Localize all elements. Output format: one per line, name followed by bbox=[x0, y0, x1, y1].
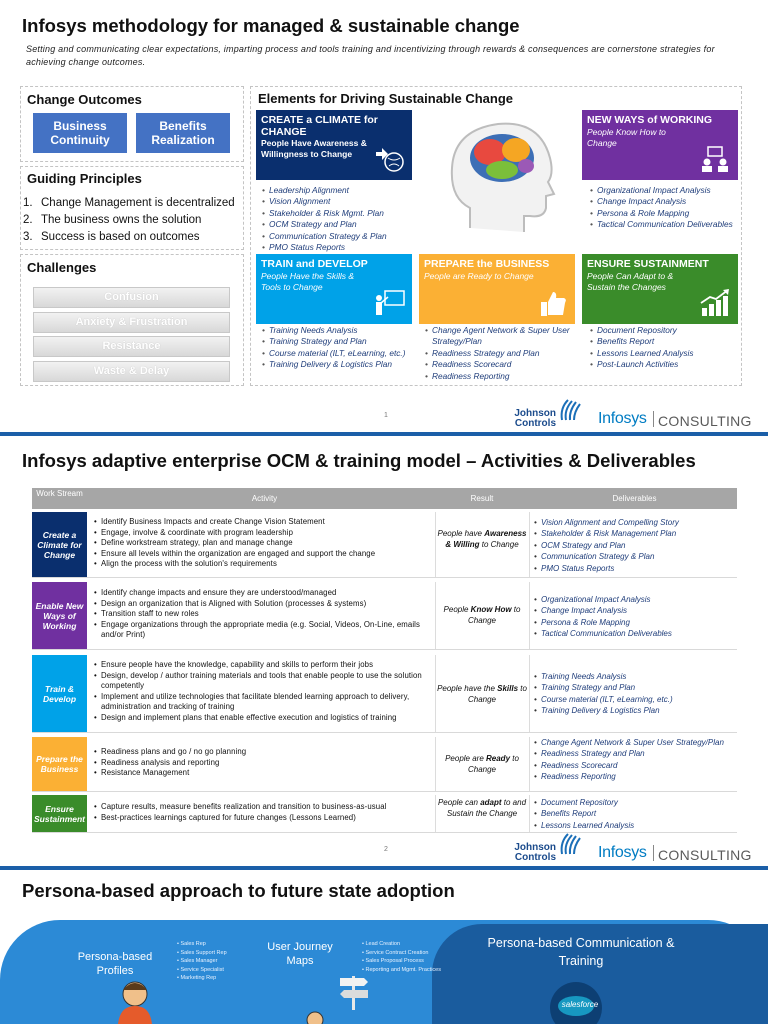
jc-logo-text: Johnson Controls bbox=[514, 842, 556, 863]
header-stream: Work Stream bbox=[36, 489, 83, 498]
deliverables-cell: • Organizational Impact Analysis • Change Impact Analysis • Persona & Role Mapping • Tactical Communication Deliverables bbox=[532, 594, 737, 640]
result-cell: People are Ready to Change bbox=[445, 754, 519, 774]
principle-item: 2. The business owns the solution bbox=[23, 214, 202, 226]
elements-title: Elements for Driving Sustainable Change bbox=[258, 91, 513, 106]
climate-box bbox=[256, 110, 412, 180]
principle-item: 3. Success is based on outcomes bbox=[23, 231, 200, 243]
sustain-bullets: • Document Repository • Benefits Report • Lessons Learned Analysis • Post-Launch Activities bbox=[588, 325, 743, 371]
header-activity: Activity bbox=[251, 494, 278, 503]
guiding-principles-title: Guiding Principles bbox=[27, 171, 142, 186]
stream-cell: Ensure Sustainment bbox=[32, 795, 87, 832]
change-outcomes-title: Change Outcomes bbox=[27, 92, 142, 107]
guiding-principles-list bbox=[23, 195, 235, 246]
climate-sub: People Have Awareness & Willingness to Change bbox=[261, 138, 367, 159]
train-sub: People Have the Skills & Tools to Change bbox=[261, 271, 355, 292]
slide2-title: Infosys adaptive enterprise OCM & training model – Activities & Deliverables bbox=[22, 450, 696, 471]
globe-icon bbox=[372, 144, 406, 174]
slide1-subtitle: Setting and communicating clear expectations, imparting process and tools training and incentivizing through rewards & consequences are cornerstone strategies for achieving change outcomes. bbox=[26, 44, 715, 67]
stream-cell: Train & Develop bbox=[32, 655, 87, 732]
principle-item: 1. Change Management is decentralized bbox=[23, 197, 235, 209]
train-title: TRAIN and DEVELOP bbox=[261, 258, 368, 270]
infosys-logo: Infosys bbox=[598, 410, 647, 427]
prepare-bullets: • Change Agent Network & Super User Strategy/Plan • Readiness Strategy and Plan • Readiness Scorecard • Readiness Reporting bbox=[423, 325, 578, 382]
table-row bbox=[32, 582, 737, 650]
sustain-sub: People Can Adapt to & Sustain the Changes bbox=[587, 271, 674, 292]
result-cell: People Know How to Change bbox=[443, 605, 521, 625]
jc-logo-text: Johnson Controls bbox=[514, 408, 556, 429]
slide3-title: Persona-based approach to future state adoption bbox=[22, 880, 455, 901]
profiles-list: • Sales Rep • Sales Support Rep • Sales Manager • Service Specialist • Marketing Rep bbox=[177, 940, 227, 983]
challenges-title: Challenges bbox=[27, 260, 97, 275]
activity-cell: • Identify change impacts and ensure they are understood/managed • Design an organization that is Aligned with Solution (processes & systems) • Transition staff to new roles • Engage organizations through the appropriate media (e.g. Social, Videos, On-Line, emails and/or Print) bbox=[92, 588, 437, 641]
outcome-benefits-realization: Benefits Realization bbox=[136, 113, 230, 153]
train-box bbox=[256, 254, 412, 324]
jc-logo-icon bbox=[558, 398, 584, 422]
prepare-title: PREPARE the BUSINESS bbox=[424, 258, 550, 270]
result-cell: People have the Skills to Change bbox=[437, 684, 527, 704]
table-row bbox=[32, 655, 737, 733]
new-ways-box bbox=[582, 110, 738, 180]
persona-avatar-icon bbox=[110, 978, 160, 1024]
climate-title: CREATE a CLIMATE for CHANGE bbox=[261, 114, 378, 138]
table-row bbox=[32, 737, 737, 792]
activity-cell: • Ensure people have the knowledge, capability and skills to perform their jobs • Design, develop / author training materials and tools that enable people to use the solution competently • Implement and utilize technologies that facilitate blended learning approach to delivery, administration and tracking of training • Design and implement plans that enable effective execution and logistics of training bbox=[92, 660, 437, 723]
header-deliverables: Deliverables bbox=[612, 494, 657, 503]
thumbs-up-icon bbox=[535, 288, 569, 318]
infosys-logo: Infosys bbox=[598, 844, 647, 861]
activity-cell: • Readiness plans and go / no go planning • Readiness analysis and reporting • Resistance Management bbox=[92, 747, 437, 779]
prepare-sub: People are Ready to Change bbox=[424, 271, 534, 281]
salesforce-text: salesforce bbox=[561, 1000, 599, 1009]
header-result: Result bbox=[470, 494, 494, 503]
page-number: 1 bbox=[384, 412, 388, 419]
challenge-confusion: Confusion bbox=[33, 287, 230, 308]
climate-bullets: • Leadership Alignment • Vision Alignment • Stakeholder & Risk Mgmt. Plan • OCM Strategy and Plan • Communication Strategy & Plan • PMO Status Reports bbox=[260, 185, 420, 253]
head-brain-icon bbox=[440, 108, 570, 248]
journey-list: • Lead Creation • Service Contract Creation • Sales Proposal Process • Reporting and Mgmt. Practices bbox=[362, 940, 441, 974]
journey-label: User Journey Maps bbox=[267, 941, 333, 967]
signpost-icon bbox=[334, 970, 374, 1010]
teacher-icon bbox=[372, 288, 406, 318]
activity-cell: • Capture results, measure benefits realization and transition to business-as-usual • Best-practices learnings captured for future changes (Lessons Learned) bbox=[92, 802, 437, 823]
profiles-label: Persona-based Profiles bbox=[77, 951, 153, 977]
new-ways-bullets: • Organizational Impact Analysis • Change Impact Analysis • Persona & Role Mapping • Tactical Communication Deliverables bbox=[588, 185, 743, 231]
activity-cell: • Identify Business Impacts and create Change Vision Statement • Engage, involve & coordinate with program leadership • Define workstream strategy, plan and manage change • Ensure all levels within the organization are engaged and support the change • Align the process with the solution's requirements bbox=[92, 517, 437, 570]
people-icon bbox=[698, 144, 732, 174]
train-bullets: • Training Needs Analysis • Training Strategy and Plan • Course material (ILT, eLearning, etc.) • Training Delivery & Logistics Plan bbox=[260, 325, 420, 371]
new-ways-title: NEW WAYS of WORKING bbox=[587, 114, 713, 126]
new-ways-sub: People Know How to Change bbox=[587, 127, 666, 148]
comm-training-label: Persona-based Communication & Training bbox=[487, 936, 675, 968]
result-cell: People have Awareness & Willing to Change bbox=[437, 529, 527, 549]
logo-divider bbox=[653, 411, 654, 427]
table-row bbox=[32, 512, 737, 578]
logo-divider bbox=[653, 845, 654, 861]
prepare-box bbox=[419, 254, 575, 324]
slide1-title: Infosys methodology for managed & sustainable change bbox=[22, 15, 520, 36]
deliverables-cell: • Vision Alignment and Compelling Story • Stakeholder & Risk Management Plan • OCM Strategy and Plan • Communication Strategy & Plan • PMO Status Reports bbox=[532, 517, 737, 574]
consulting-text: CONSULTING bbox=[658, 847, 752, 863]
jc-logo-icon bbox=[558, 832, 584, 856]
table-row bbox=[32, 795, 737, 833]
stream-cell: Prepare the Business bbox=[32, 737, 87, 791]
outcome-business-continuity: Business Continuity bbox=[33, 113, 127, 153]
slide-separator bbox=[0, 432, 768, 436]
deliverables-cell: • Document Repository • Benefits Report • Lessons Learned Analysis bbox=[532, 797, 737, 831]
slide-separator bbox=[0, 866, 768, 870]
sustain-box bbox=[582, 254, 738, 324]
deliverables-cell: • Training Needs Analysis • Training Strategy and Plan • Course material (ILT, eLearning, etc.) • Training Delivery & Logistics Plan bbox=[532, 671, 737, 717]
table-header bbox=[32, 488, 737, 509]
challenge-waste: Waste & Delay bbox=[33, 361, 230, 382]
stream-cell: Enable New Ways of Working bbox=[32, 582, 87, 649]
consulting-text: CONSULTING bbox=[658, 413, 752, 429]
sustain-title: ENSURE SUSTAINMENT bbox=[587, 258, 709, 270]
journey-avatar-icon bbox=[300, 1010, 330, 1024]
stream-cell: Create a Climate for Change bbox=[32, 512, 87, 577]
page-number: 2 bbox=[384, 846, 388, 853]
result-cell: People can adapt to and Sustain the Change bbox=[437, 798, 527, 818]
challenge-anxiety: Anxiety & Frustration bbox=[33, 312, 230, 333]
challenge-resistance: Resistance bbox=[33, 336, 230, 357]
growth-chart-icon bbox=[698, 288, 732, 318]
deliverables-cell: • Change Agent Network & Super User Strategy/Plan • Readiness Strategy and Plan • Readiness Scorecard • Readiness Reporting bbox=[532, 737, 737, 783]
